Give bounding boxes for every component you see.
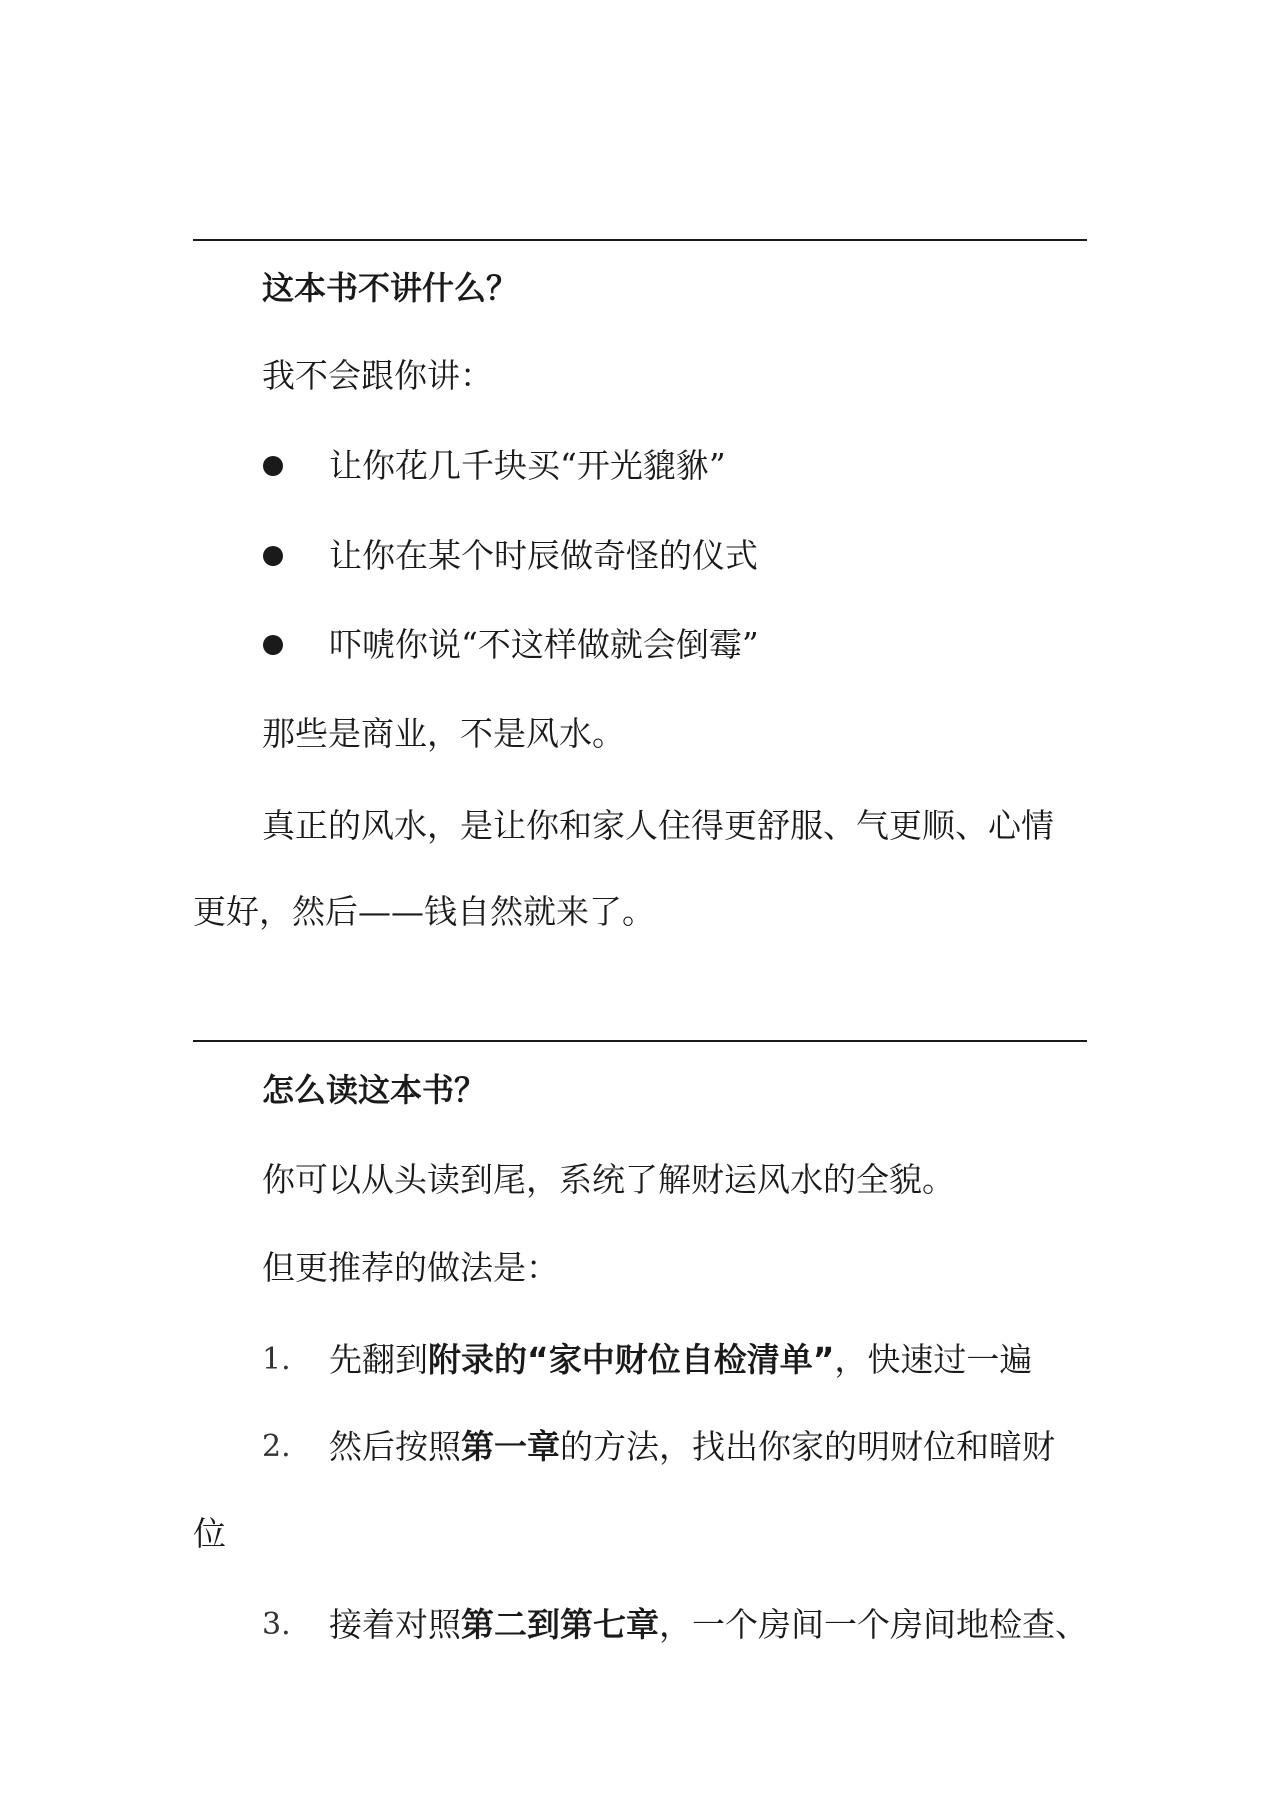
paragraph-line: 更好，然后——钱自然就来了。: [193, 892, 655, 931]
list-text: 接着对照第二到第七章，一个房间一个房间地检查、: [329, 1605, 1088, 1644]
section-heading: 这本书不讲什么？: [262, 269, 519, 307]
intro-text: 我不会跟你讲：: [262, 356, 493, 395]
bullet-text: 吓唬你说“不这样做就会倒霉”: [329, 625, 759, 664]
section-divider: [193, 239, 1087, 241]
emphasis-text: 第一章: [461, 1427, 560, 1466]
list-number: 1.: [262, 1342, 291, 1377]
bullet-icon: [263, 456, 283, 476]
list-number: 3.: [262, 1607, 291, 1642]
list-text: 先翻到附录的“家中财位自检清单”，快速过一遍: [329, 1340, 1033, 1379]
list-text-continuation: 位: [193, 1514, 226, 1553]
bullet-text: 让你花几千块买“开光貔貅”: [329, 446, 726, 485]
paragraph: 但更推荐的做法是：: [262, 1248, 559, 1287]
list-number: 2.: [262, 1429, 291, 1464]
bullet-icon: [263, 635, 283, 655]
emphasis-text: 附录的“家中财位自检清单”: [428, 1340, 835, 1379]
paragraph-line: 真正的风水，是让你和家人住得更舒服、气更顺、心情: [262, 806, 1054, 845]
section-heading: 怎么读这本书？: [262, 1071, 487, 1109]
emphasis-text: 第二到第七章: [461, 1605, 659, 1644]
list-text: 然后按照第一章的方法，找出你家的明财位和暗财: [329, 1427, 1055, 1466]
paragraph: 那些是商业，不是风水。: [262, 714, 625, 753]
bullet-text: 让你在某个时辰做奇怪的仪式: [329, 536, 758, 575]
paragraph: 你可以从头读到尾，系统了解财运风水的全貌。: [262, 1160, 955, 1199]
bullet-icon: [263, 546, 283, 566]
section-divider: [193, 1040, 1087, 1042]
